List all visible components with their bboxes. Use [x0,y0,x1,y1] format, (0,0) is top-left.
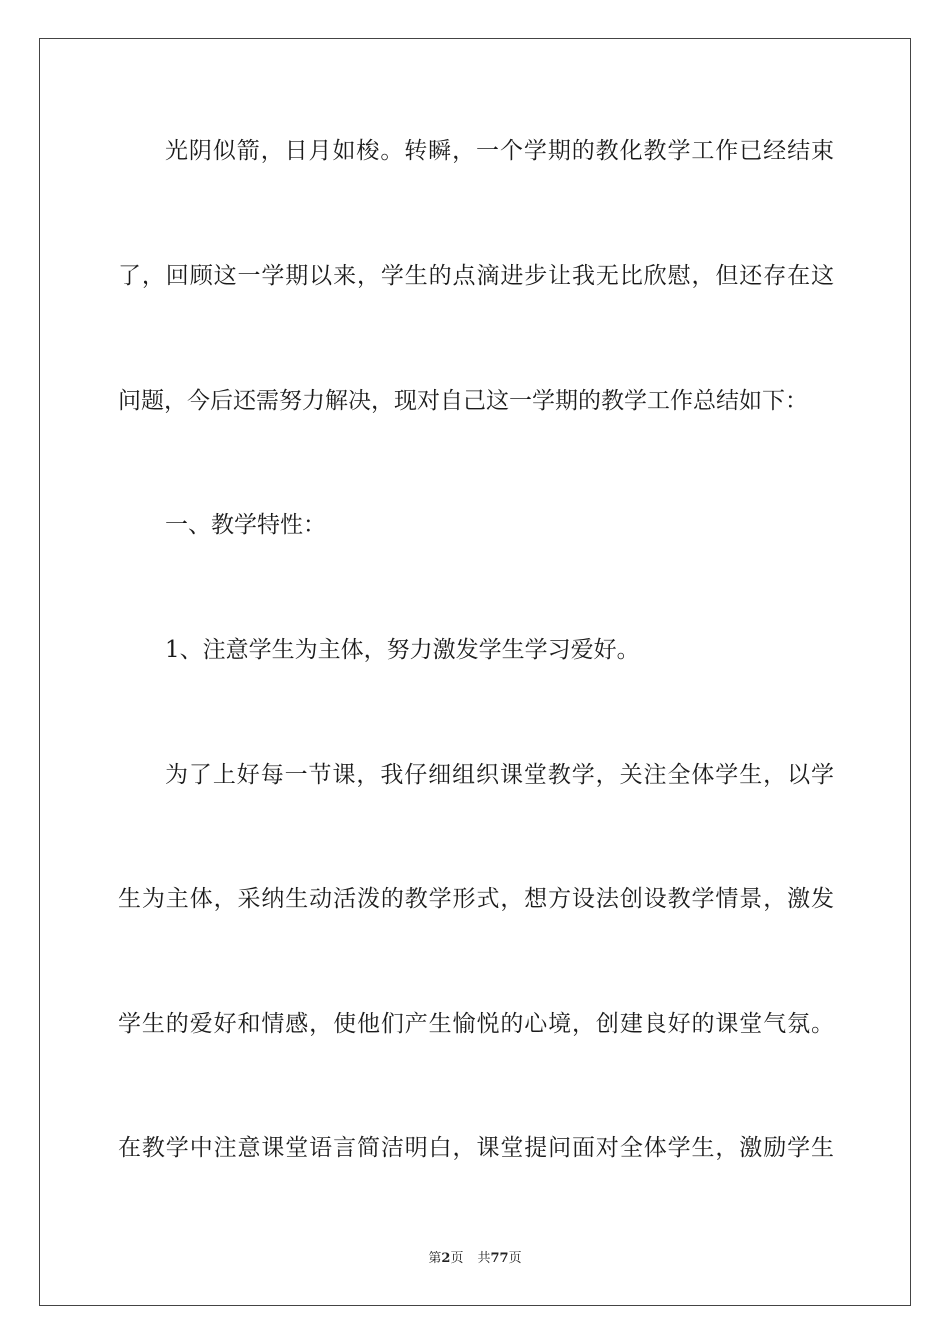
footer-prefix: 第 [428,1251,442,1266]
paragraph-line: 问题，今后还需努力解决，现对自己这一学期的教学工作总结如下： [118,388,808,414]
footer-page-suffix: 页 [450,1251,464,1266]
paragraph-line: 光阴似箭，日月如梭。转瞬，一个学期的教化教学工作已经结束 [165,138,834,164]
paragraph-line: 生为主体，采纳生动活泼的教学形式，想方设法创设教学情景，激发 [118,886,834,912]
footer-total-suffix: 页 [508,1251,522,1266]
paragraph-line: 为了上好每一节课，我仔细组织课堂教学，关注全体学生，以学 [165,762,834,788]
paragraph-line: 在教学中注意课堂语言简洁明白，课堂提问面对全体学生，激励学生 [118,1135,834,1161]
total-pages-number: 77 [490,1251,509,1266]
paragraph-line: 了，回顾这一学期以来，学生的点滴进步让我无比欣慰，但还存在这 [118,263,834,289]
subsection-heading: 1、注意学生为主体，努力激发学生学习爱好。 [165,637,640,663]
paragraph-line: 学生的爱好和情感，使他们产生愉悦的心境，创建良好的课堂气氛。 [118,1011,834,1037]
footer-total-prefix: 共 [477,1251,491,1266]
page-border [39,38,911,1306]
section-heading: 一、教学特性： [165,512,326,538]
current-page-number: 2 [441,1251,451,1266]
page-footer [0,1247,950,1266]
